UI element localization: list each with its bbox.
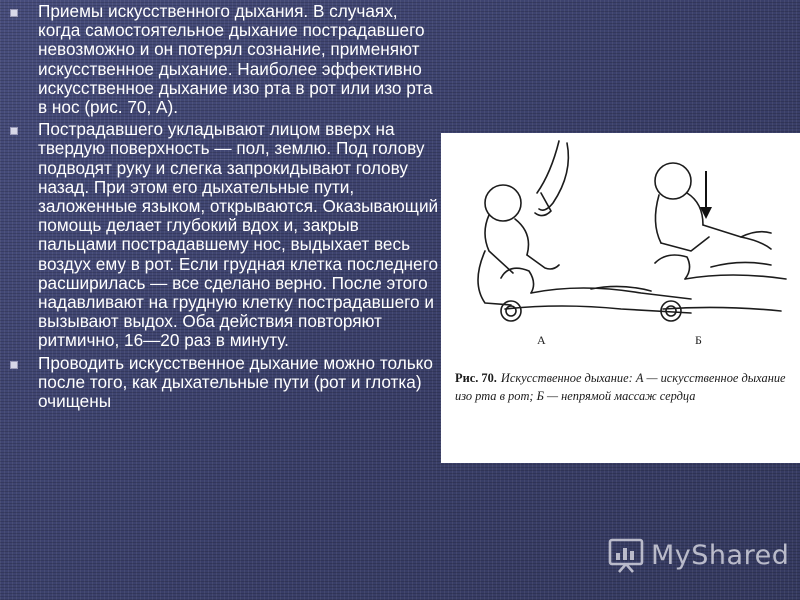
figure-label-a: А bbox=[537, 333, 546, 347]
myshared-watermark bbox=[607, 536, 789, 574]
bullet-item bbox=[10, 120, 440, 350]
caption-title: Рис. 70. bbox=[455, 371, 497, 385]
square-bullet-icon bbox=[10, 127, 18, 135]
square-bullet-icon bbox=[10, 361, 18, 369]
slide-text-body bbox=[10, 2, 440, 414]
watermark-text: MyShared bbox=[651, 539, 790, 571]
figure-caption bbox=[455, 369, 795, 405]
bullet-text: Пострадавшего укладывают лицом вверх на твердую поверхность — пол, землю. Под голову подводят руку и слегка запрокидывают голову назад. При этом его дыхательные пути, заложенные языком, открываются. Оказывающий помощь делает глубокий вдох и, закрыв пальцами пострадавшему нос, выдыхает весь воздух ему в рот. Если грудная клетка последнего расширилась — все сделано верно. После этого надавливают на грудную клетку пострадавшего и вызывают выдох. Оба действия повторяют ритмично, 16—20 раз в минуту. bbox=[38, 119, 439, 351]
victim-a-drawing bbox=[501, 268, 691, 321]
bullet-item bbox=[10, 2, 440, 117]
bullet-text: Приемы искусственного дыхания. В случаях, когда самостоятельное дыхание пострадавшего невозможно и он потерял сознание, применяют искусственное дыхание. Наиболее эффективно искусственное дыхание изо рта в рот или изо рта в нос (рис. 70, А). bbox=[38, 1, 433, 118]
victim-b-drawing bbox=[655, 255, 786, 321]
caption-text: Искусственное дыхание: А — искусственное дыхание изо рта в рот; Б — непрямой массаж сердца bbox=[455, 371, 786, 403]
figure-label-b: Б bbox=[695, 333, 702, 347]
presentation-board-icon bbox=[607, 537, 645, 573]
bullet-item bbox=[10, 354, 440, 412]
cpr-illustration bbox=[441, 133, 800, 463]
rescuer-b-drawing bbox=[655, 163, 771, 251]
bullet-text: Проводить искусственное дыхание можно только после того, как дыхательные пути (рот и глотка) очищены bbox=[38, 352, 433, 412]
square-bullet-icon bbox=[10, 9, 18, 17]
rescuer-a-drawing bbox=[478, 141, 568, 305]
illustration-figure bbox=[441, 133, 800, 463]
